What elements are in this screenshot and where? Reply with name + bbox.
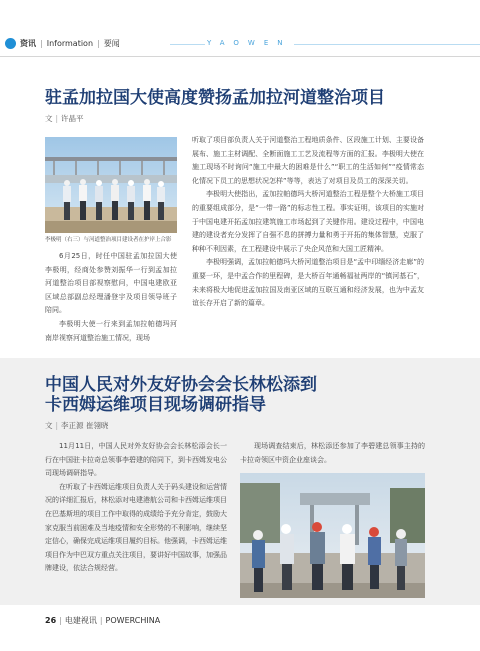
article2-right-paragraph: 现场调查结束后，林松添还参加了李碧建总领事主持的卡拉奇领区中资企业座谈会。 [240,442,425,464]
section-cn: 资讯 [20,39,36,48]
page-number: 26 [45,616,57,625]
article1-photo [45,137,177,233]
article2-title-line1: 中国人民对外友好协会会长林松添到 [45,375,317,395]
article1-left-column [45,250,177,345]
article2-photo [240,473,425,598]
article1-right-paragraph: 李极明大使指出，孟加拉帕德玛大桥河道整治工程是整个大桥施工项目的重要组成部分，是“一带一路”的标志性工程。事实证明，该项目的实施对于中国电建开拓孟加拉建筑施工市场起到了关键作用。建设过程中，中国电建的建设者充分发挥了自强不息的拼搏力量和勇于开拓的集体智慧，克服了种种不利因素，在工程建设中展示了央企风范和大国工匠精神。 [192,190,424,253]
header-rule [0,56,480,57]
section-en: Information [46,39,94,48]
publication-en: POWERCHINA [105,616,161,625]
article1-right-paragraph: 李极明强调，孟加拉帕德玛大桥河道整治项目是“孟中印缅经济走廊”的重要一环，是中孟合作的里程碑，是大桥百年通畅福祉两岸的“镇河基石”，未来将极大地促进孟加拉国及南亚区域的互联互通和经济发展，也为中孟友谊长存开启了新的篇章。 [192,258,424,308]
article2-left-column [45,440,227,576]
article1-left-paragraph: 李极明大使一行来到孟加拉帕德玛河南岸视察河道整治施工情况，现场 [45,319,177,342]
article1-author-name: 许晶平 [61,114,84,123]
section-label: 资讯 | Information | 要闻 [20,39,120,48]
article2-author: 文 | 李正源 崔翎晓 [45,421,109,430]
section-header [0,36,480,52]
article2-left-paragraph: 11月11日，中国人民对外友好协会会长林松添会长一行在中国驻卡拉奇总领事李碧建的陪同下，到卡西姆发电公司现场调研指导。 [45,442,227,478]
article2-right-column [240,440,425,467]
article1-right-paragraph: 听取了项目部负责人关于河道整治工程地质条件、区段施工计划、主要设备展布、施工主材调配、全断面施工工艺及流程等方面的汇报。李极明大使在施工现场不时询问“施工中最大的困难是什么”“职工的生活如何”“疫情常态化情况下员工的思想状况怎样”等等，表达了对项目及员工的深深关切。 [192,136,424,185]
article1-title: 驻孟加拉国大使高度赞扬孟加拉河道整治项目 [45,88,385,108]
article2-photo-image [240,473,425,598]
section-sub: 要闻 [103,39,120,48]
article2-author-prefix: 文 [45,421,53,430]
article2-author-name: 李正源 崔翎晓 [61,421,109,430]
article1-right-column [192,134,424,311]
publication-cn: 电建视讯 [64,616,97,625]
article1-photo-image [45,137,177,233]
article1-author: 文 | 许晶平 [45,114,84,123]
page-footer: 26 | 电建视讯 | POWERCHINA [45,616,161,625]
article1-author-prefix: 文 [45,114,53,123]
section-dot-icon [5,38,16,49]
article1-left-paragraph: 6月25日，时任中国驻孟加拉国大使李极明，经商处参赞刘振华一行到孟加拉河道整治项目部视察慰问，中国电建欧亚区域总部副总经理潘登宇及项目领导班子陪同。 [45,252,177,315]
article2-left-paragraph: 在听取了卡西姆运维项目负责人关于码头建设和运营情况的详细汇报后，林松添对电建港航公司和卡西姆运维项目在巴基斯坦的项目工作中取得的成绩给予充分肯定，鼓励大家克服当前困难及当地疫情和安全形势的不利影响，继续坚定信心，确保完成运维项目履约目标。他强调，卡西姆运维项目作为中巴双方重点关注项目，要讲好中国故事，加强品牌建设，依法合规经营。 [45,482,227,573]
article1-photo-caption: 李极明（右三）与河道整治项目建设者在护岸上合影 [45,237,172,243]
section-pinyin: YAOWEN [205,37,294,50]
article2-title-line2: 卡西姆运维项目现场调研指导 [45,395,266,415]
